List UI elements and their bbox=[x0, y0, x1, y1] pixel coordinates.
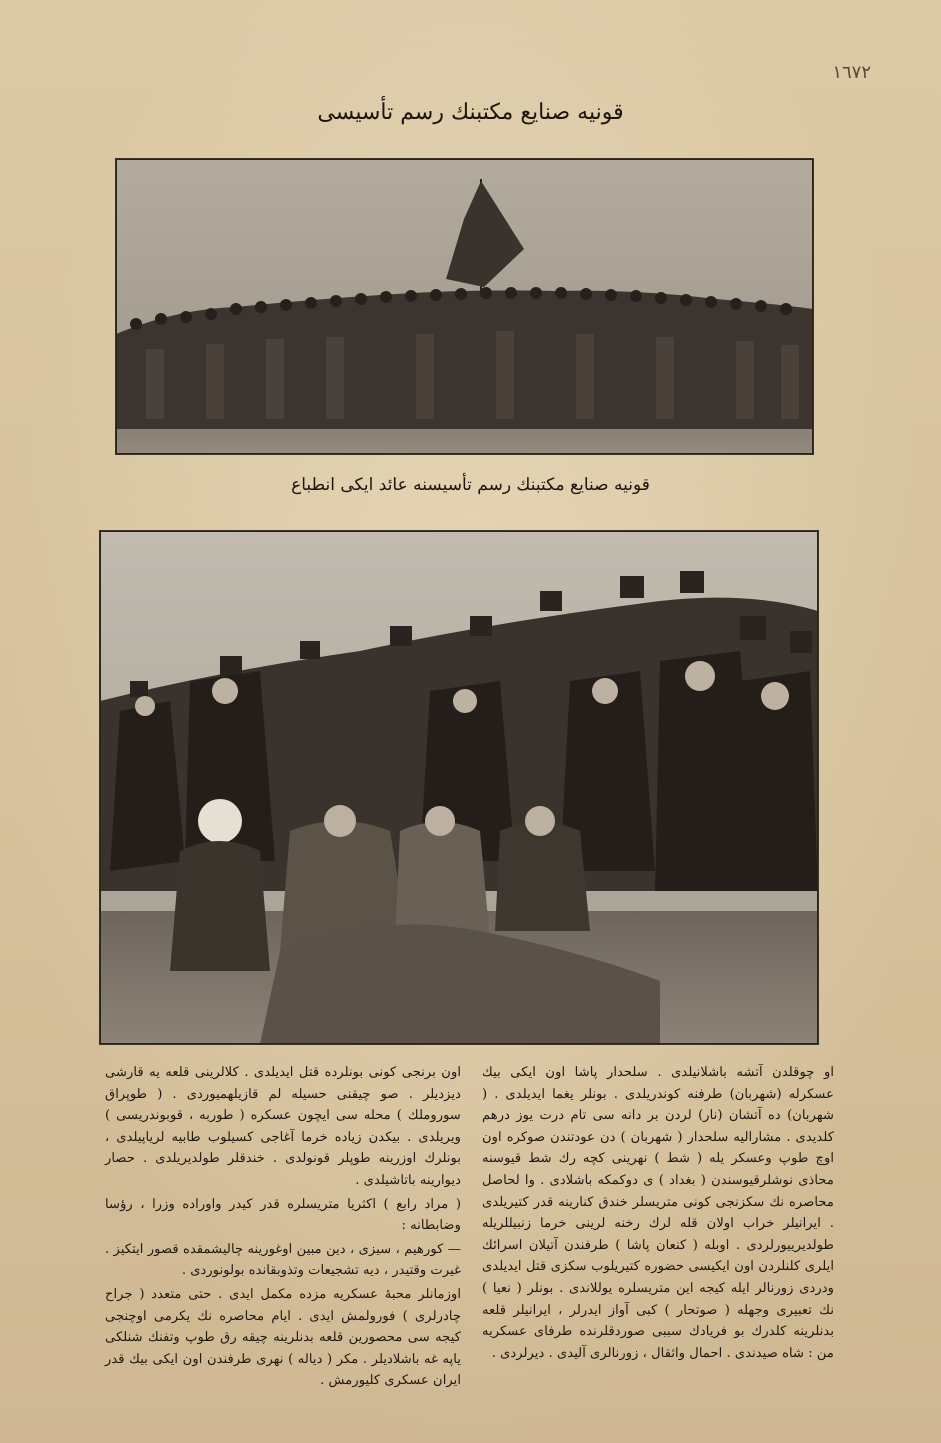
page-heading: قونيه صنايع مكتبنك رسم تأسيسى bbox=[317, 100, 624, 125]
page-number: ١٦٧٢ bbox=[832, 62, 871, 83]
photo-caption: قونيه صنايع مكتبنك رسم تأسيسنه عائد ايكى انطباع bbox=[291, 475, 650, 495]
paragraph: او چوقلدن آتشه باشلانيلدى . سلحدار پاشا اون ايكى بيك عسكرله (شهربان) طرفنه كوندريلدى . بونلر يغما ايديلدى . ( شهربان) ده آتشان (نار) لردن بر دانه سى تام درت يوز درهم كلديدى . مشاراليه سلحدار ( شهربان ) دن عودتندن صوكره اون اوچ طوپ وعسكر يله ( شط ) نهرينى كچه رك شط قيوسنه محاذى نوشلرقيوسندن ( بغداد ) ى دوكمكه باشلادى . وا لحاصل محاصره نك سكزنجى كونى متريسلر خندق كنارينه قدر كتيريلدى . ايرانيلر خراب اولان قله لرك رخنه لرينى خرما زنبيللريله طولديرييورلردى . اوبله ( كنعان پاشا ) طرفندن آتيلان اسرائك ايلرى كلنلردن اون ايكيسى حضوره كتيريلوب سكزى قتل ايديلدى ودردى زورنالر ايله كيجه اين متريسلره يوللاندى . بونلر ( نعيا ) نك تعبيرى وجهله ( صوتحار ) كبى آواز ايدرلر ، ايرانيلر قلعه بدنلرينه كلدرك بو فريادك سببى صوردقلرنده طرفاى عسكريه من : شاه صيدندى . احمال واثقال ، زورنالرى آليدى . ديرلردى . bbox=[482, 1065, 834, 1361]
paragraph: — كورهيم ، سيزى ، دين مبين اوغورينه چاليشمقده قصور ايتكيز . غيرت وقتيدر ، ديه تشجيعات وتذوبقانده بولونوردى . bbox=[105, 1241, 461, 1279]
article-column-right bbox=[482, 1062, 834, 1366]
paragraph: ( مراد رابع ) اكثريا متريسلره قدر كيدر واوراده وزرا ، رؤسا وضابطانه : bbox=[105, 1196, 461, 1234]
paragraph: اوزمانلر محبهٔ عسكريه مزده مكمل ايدى . حتى متعدد ( جراح چادرلرى ) فورولمش ايدى . ايام محاصره نك يكرمى اوچنجى كيجه سى محصورين قلعه بدنلرينه چيقه رق طوپ وتفنك شنلكى ياپه غه باشلاديلر . مكر ( ديالە ) نهرى طرفندن اون ايكى بيك قدر ايران عسكرى كليورمش . bbox=[105, 1286, 461, 1389]
ceremony-photo-closeup bbox=[99, 530, 819, 1045]
ceremony-photo-closeup-image bbox=[100, 531, 818, 1044]
paragraph: اون برنجى كونى بونلرده قتل ايديلدى . كلالرينى قلعه يه قارشى ديزديلر . صو چيقنى حسيله لم قازيلهميوردى . ( طوپراق سوروملك ) محله سى ايچون عسكره ( طوربه ، قوبوندريسى ) ويريلدى . بيكدن زياده خرما آغاجى كسيلوب طابيه لرياپيلدى ، بونلرك اوزرينه طوپلر قونولدى . خندقلر طولديريلدى . حصار ديوارينه باتاشيلدى . bbox=[105, 1065, 461, 1188]
article-column-left bbox=[105, 1062, 461, 1394]
ceremony-photo-wide-image bbox=[116, 159, 813, 454]
ceremony-photo-wide bbox=[115, 158, 814, 455]
